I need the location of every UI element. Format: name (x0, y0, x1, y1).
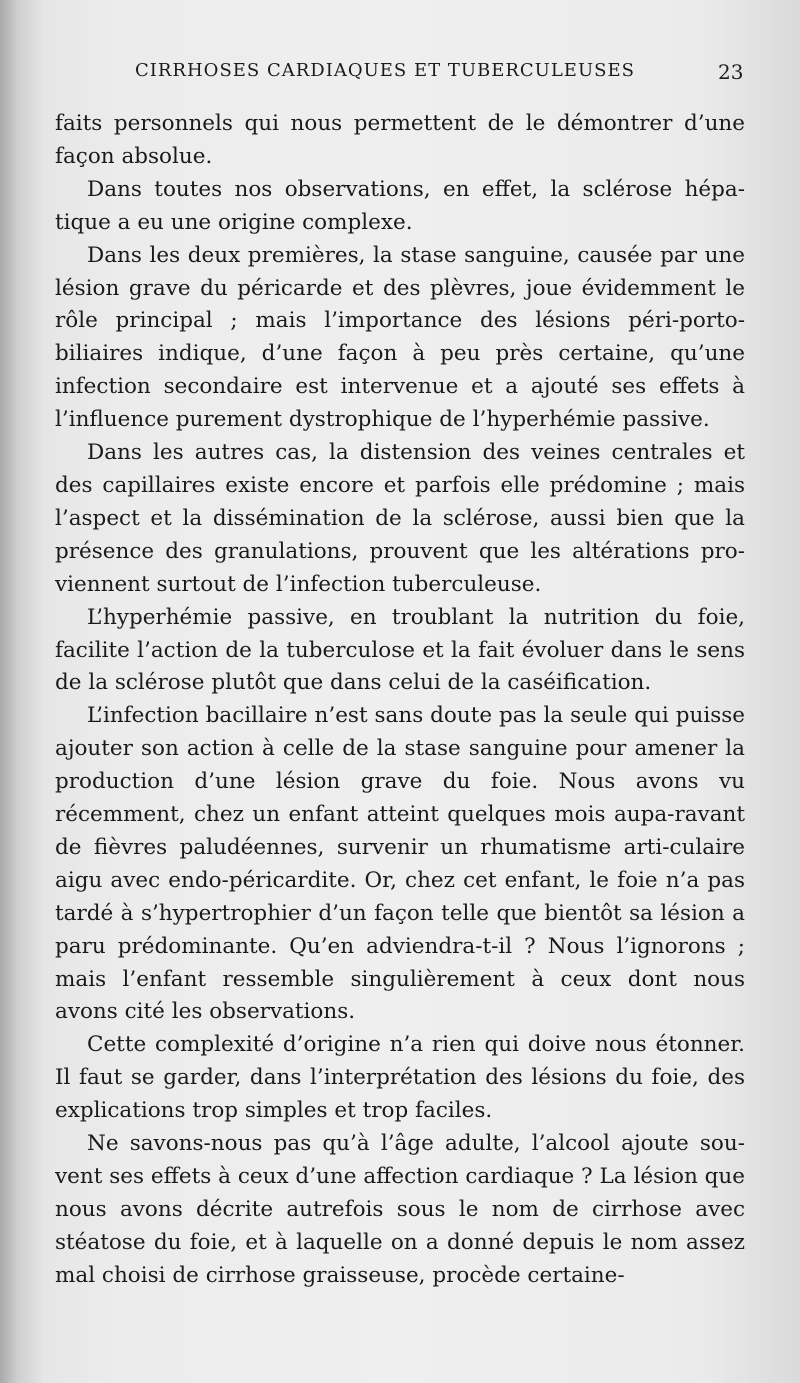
paragraph: Dans les autres cas, la distension des veines centrales et des capillaires existe encore et parfois elle prédomine ; mais l’aspect et la dissémination de la sclérose, aussi bien que la présence des granulations, prouvent que les altérations pro-viennent surtout de l’infection tuberculeuse. (55, 440, 745, 597)
paragraph: Cette complexité d’origine n’a rien qui doive nous étonner. Il faut se garder, dans l’interprétation des lésions du foie, des explications trop simples et trop faciles. (55, 1032, 745, 1124)
body-text (55, 108, 745, 1293)
paragraph: faits personnels qui nous permettent de le démontrer d’une façon absolue. (55, 111, 745, 169)
paragraph: L’hyperhémie passive, en troublant la nutrition du foie, facilite l’action de la tuberculose et la fait évoluer dans le sens de la sclérose plutôt que dans celui de la caséification. (55, 604, 745, 696)
paragraph: L’infection bacillaire n’est sans doute pas la seule qui puisse ajouter son action à celle de la stase sanguine pour amener la production d’une lésion grave du foie. Nous avons vu récemment, chez un enfant atteint quelques mois aupa-ravant de fièvres paludéennes, survenir un rhumatisme arti-culaire aigu avec endo-péricardite. Or, chez cet enfant, le foie n’a pas tardé à s’hypertrophier d’un façon telle que bientôt sa lésion a paru prédominante. Qu’en adviendra-t-il ? Nous l’ignorons ; mais l’enfant ressemble singulièrement à ceux dont nous avons cité les observations. (55, 703, 745, 1025)
page-header (0, 60, 800, 90)
paragraph: Ne savons-nous pas qu’à l’âge adulte, l’alcool ajoute sou-vent ses effets à ceux d’une affection cardiaque ? La lésion que nous avons décrite autrefois sous le nom de cirrhose avec stéatose du foie, et à laquelle on a donné depuis le nom assez mal choisi de cirrhose graisseuse, procède certaine- (55, 1131, 745, 1288)
page-number: 23 (718, 60, 744, 84)
paragraph: Dans toutes nos observations, en effet, la sclérose hépa-tique a eu une origine complexe. (55, 176, 745, 235)
paragraph: Dans les deux premières, la stase sanguine, causée par une lésion grave du péricarde et des plèvres, joue évidemment le rôle principal ; mais l’importance des lésions péri-porto-biliaires indique, d’une façon à peu près certaine, qu’une infection secondaire est intervenue et a ajouté ses effets à l’influence purement dystrophique de l’hyperhémie passive. (55, 242, 745, 433)
running-title: CIRRHOSES CARDIAQUES ET TUBERCULEUSES (135, 60, 635, 81)
